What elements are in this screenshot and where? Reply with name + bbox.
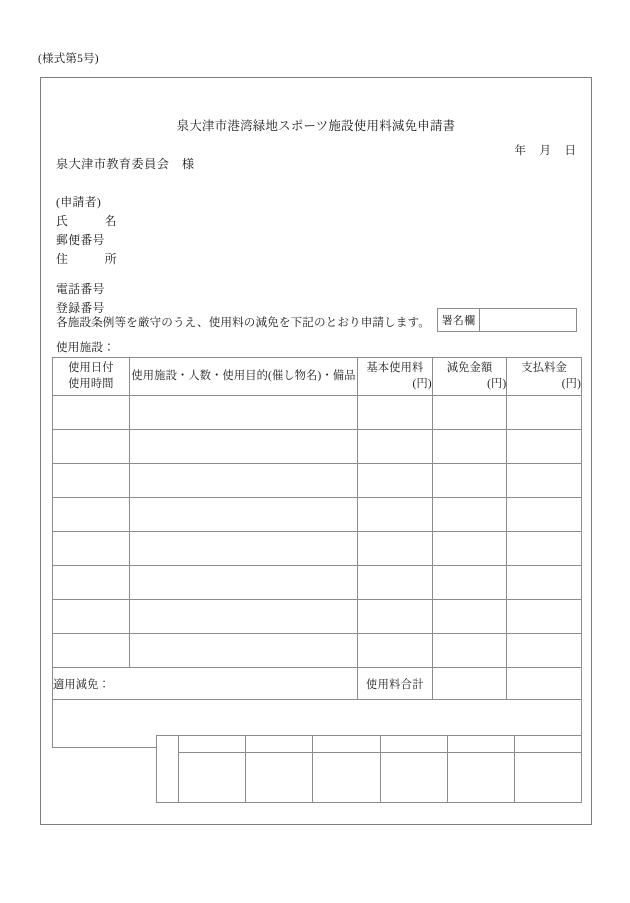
total-base-fee[interactable]: [432, 668, 507, 700]
cell-payment[interactable]: [507, 430, 582, 464]
office-grid-stamp-cell[interactable]: [313, 753, 380, 803]
office-grid-stamp-cell[interactable]: [179, 753, 246, 803]
summary-row: [53, 668, 582, 700]
office-grid-top-cell[interactable]: [380, 736, 447, 753]
signature-input[interactable]: [480, 309, 576, 331]
cell-base-fee[interactable]: [358, 430, 433, 464]
office-grid-top-cell[interactable]: [514, 736, 581, 753]
usage-table-body: [53, 396, 582, 748]
cell-reduction[interactable]: [432, 600, 507, 634]
cell-details[interactable]: [129, 430, 357, 464]
office-grid-top-row: [157, 736, 582, 753]
cell-base-fee[interactable]: [358, 396, 433, 430]
office-grid-top-cell[interactable]: [246, 736, 313, 753]
applicant-spacer: [56, 269, 117, 280]
cell-base-fee[interactable]: [358, 600, 433, 634]
cell-date-time[interactable]: [53, 396, 130, 430]
cell-reduction[interactable]: [432, 464, 507, 498]
cell-reduction[interactable]: [432, 634, 507, 668]
header-base-fee-line1: 基本使用料: [366, 362, 424, 375]
table-row: [53, 430, 582, 464]
applicant-field-name[interactable]: 氏 名: [56, 214, 117, 228]
table-row: [53, 566, 582, 600]
cell-date-time[interactable]: [53, 566, 130, 600]
addressee-line: 泉大津市教育委員会 様: [56, 157, 195, 171]
usage-table-head: [53, 358, 582, 396]
cell-base-fee[interactable]: [358, 566, 433, 600]
page-title: 泉大津市港湾緑地スポーツ施設使用料減免申請書: [176, 119, 456, 133]
cell-details[interactable]: [129, 532, 357, 566]
cell-base-fee[interactable]: [358, 464, 433, 498]
header-reduction-line1: 減免金額: [446, 362, 493, 375]
applicant-field-registration-number[interactable]: 登録番号: [56, 301, 105, 315]
form-sheet: [40, 77, 592, 825]
cell-details[interactable]: [129, 498, 357, 532]
office-grid-top-cell[interactable]: [313, 736, 380, 753]
office-grid-stub[interactable]: [157, 736, 179, 803]
form-number: (様式第5号): [38, 53, 99, 65]
cell-base-fee[interactable]: [358, 532, 433, 566]
cell-reduction[interactable]: [432, 430, 507, 464]
cell-date-time[interactable]: [53, 498, 130, 532]
cell-payment[interactable]: [507, 396, 582, 430]
header-payment: [507, 358, 582, 396]
header-details: 使用施設・人数・使用目的(催し物名)・備品: [129, 358, 357, 396]
cell-date-time[interactable]: [53, 600, 130, 634]
cell-payment[interactable]: [507, 566, 582, 600]
usage-header-row: [53, 358, 582, 396]
total-label: 使用料合計: [358, 668, 433, 700]
table-row: [53, 532, 582, 566]
cell-payment[interactable]: [507, 600, 582, 634]
cell-reduction[interactable]: [432, 532, 507, 566]
header-date-time: [53, 358, 130, 396]
cell-payment[interactable]: [507, 464, 582, 498]
header-reduction: [432, 358, 507, 396]
applicant-section-label: (申請者): [56, 195, 102, 209]
office-grid-stamp-cell[interactable]: [246, 753, 313, 803]
applicant-field-postal-code[interactable]: 郵便番号: [56, 233, 105, 247]
cell-details[interactable]: [129, 464, 357, 498]
cell-date-time[interactable]: [53, 634, 130, 668]
signature-box: [437, 308, 577, 332]
cell-details[interactable]: [129, 566, 357, 600]
cell-payment[interactable]: [507, 498, 582, 532]
usage-caption: 使用施設：: [56, 341, 115, 354]
cell-details[interactable]: [129, 634, 357, 668]
applied-reduction-label[interactable]: 適用減免：: [53, 668, 358, 700]
office-grid-top-cell[interactable]: [179, 736, 246, 753]
cell-base-fee[interactable]: [358, 498, 433, 532]
header-reduction-unit: (円): [487, 377, 507, 390]
total-payment[interactable]: [507, 668, 582, 700]
office-use-grid: [156, 735, 582, 803]
office-grid-stamp-cell[interactable]: [514, 753, 581, 803]
table-row: [53, 498, 582, 532]
cell-date-time[interactable]: [53, 532, 130, 566]
header-payment-unit: (円): [561, 377, 581, 390]
signature-label: 署名欄: [438, 309, 480, 331]
office-grid-stamp-cell[interactable]: [380, 753, 447, 803]
date-line: 年 月 日: [514, 145, 577, 157]
header-date-time-line1: 使用日付: [68, 362, 114, 375]
cell-payment[interactable]: [507, 634, 582, 668]
office-grid-top-cell[interactable]: [447, 736, 514, 753]
usage-table: [52, 357, 582, 748]
cell-reduction[interactable]: [432, 566, 507, 600]
office-grid-body-row: [157, 753, 582, 803]
table-row: [53, 396, 582, 430]
cell-details[interactable]: [129, 396, 357, 430]
cell-base-fee[interactable]: [358, 634, 433, 668]
cell-date-time[interactable]: [53, 430, 130, 464]
table-row: [53, 634, 582, 668]
cell-details[interactable]: [129, 600, 357, 634]
applicant-field-address[interactable]: 住 所: [56, 252, 117, 266]
table-row: [53, 600, 582, 634]
cell-reduction[interactable]: [432, 396, 507, 430]
table-row: [53, 464, 582, 498]
header-base-fee-unit: (円): [412, 377, 432, 390]
cell-reduction[interactable]: [432, 498, 507, 532]
applicant-field-phone[interactable]: 電話番号: [56, 282, 105, 296]
header-date-time-line2: 使用時間: [68, 377, 114, 390]
cell-payment[interactable]: [507, 532, 582, 566]
header-payment-line1: 支払料金: [521, 362, 567, 375]
cell-date-time[interactable]: [53, 464, 130, 498]
office-grid-stamp-cell[interactable]: [447, 753, 514, 803]
applicant-block: [56, 193, 117, 318]
header-base-fee: [358, 358, 433, 396]
declaration-text: 各施設条例等を厳守のうえ、使用料の減免を下記のとおり申請します。: [56, 316, 430, 329]
